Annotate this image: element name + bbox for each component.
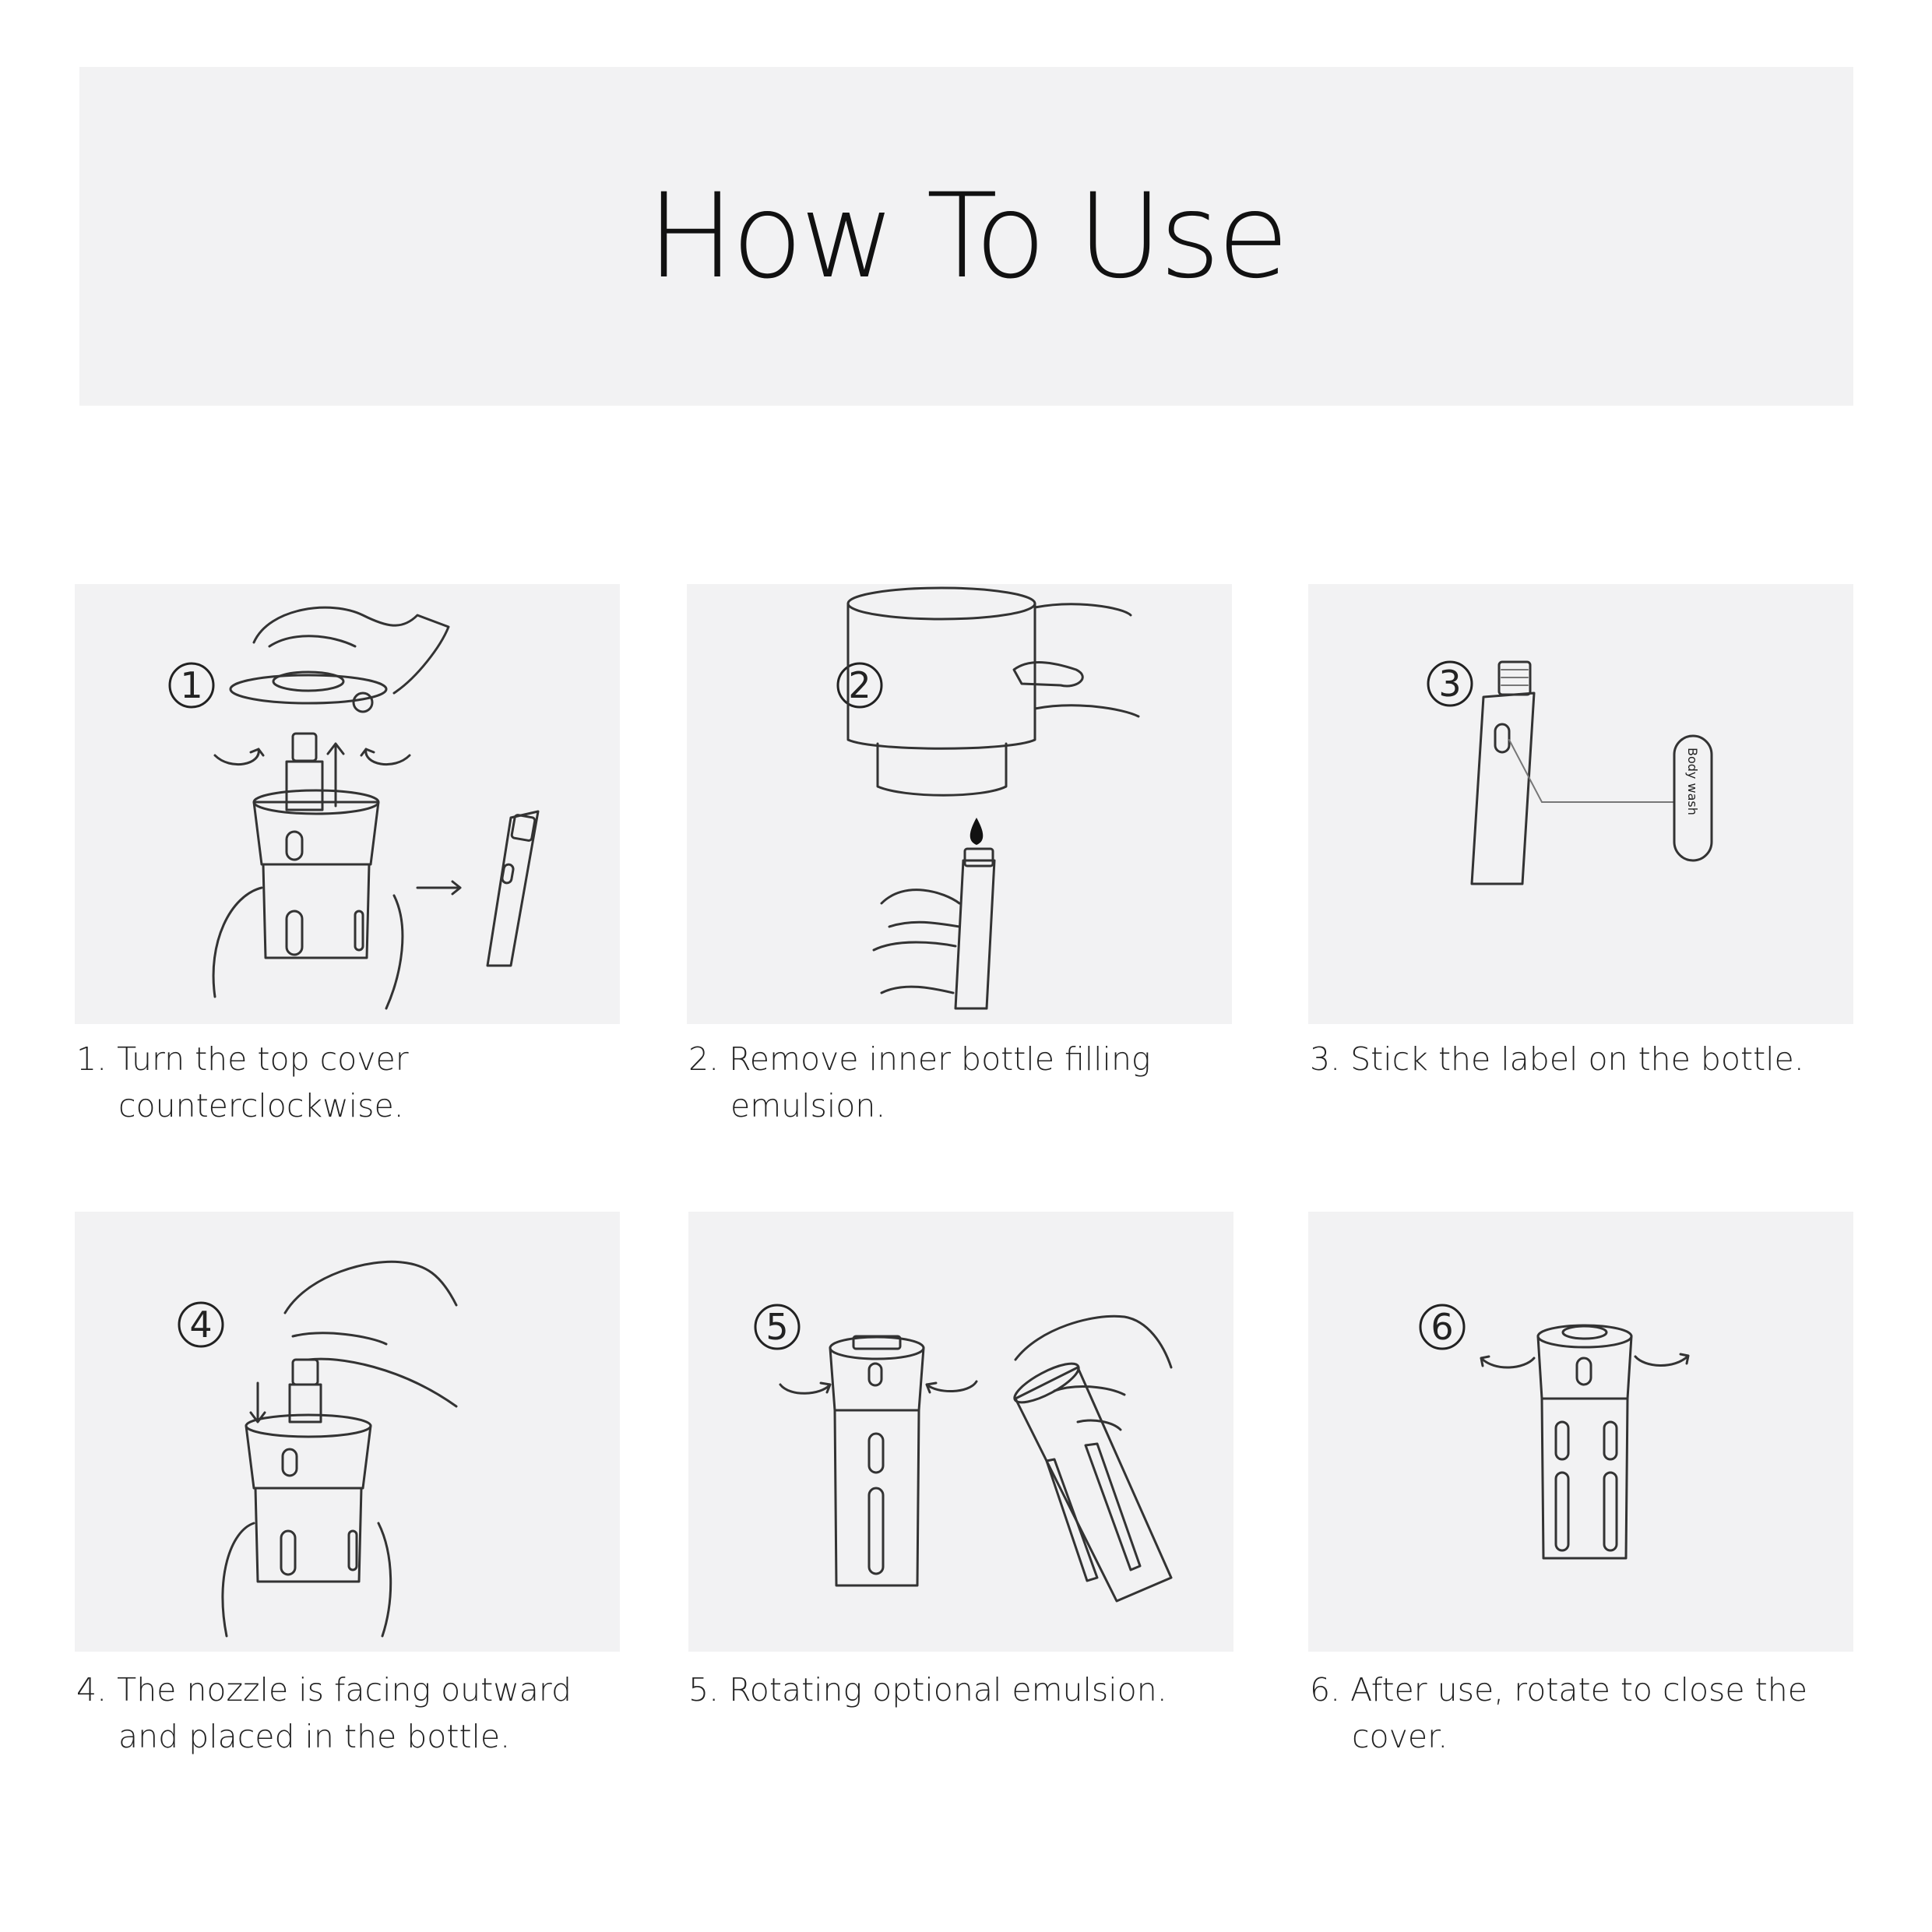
step-4-caption <box>76 1666 637 1760</box>
step-4-illustration <box>75 1212 620 1652</box>
step-number: 2 <box>848 664 871 706</box>
label-text: Body wash <box>1685 748 1700 815</box>
step-2-caption <box>688 1036 1249 1129</box>
caption-line-2: emulsion. <box>730 1087 886 1124</box>
step-1-illustration <box>75 584 620 1024</box>
step-3-illustration <box>1308 584 1853 1024</box>
step-5-caption <box>688 1666 1249 1713</box>
step-number: 4 <box>189 1304 213 1346</box>
caption-line-1: 1. Turn the top cover <box>76 1040 409 1078</box>
caption-line-1: 5. Rotating optional emulsion. <box>688 1671 1167 1709</box>
step-number: 6 <box>1431 1306 1454 1348</box>
caption-line-2: cover. <box>1352 1718 1448 1755</box>
page-title: How To Use <box>646 168 1286 304</box>
step-number: 3 <box>1438 663 1462 705</box>
caption-line-1: 2. Remove inner bottle filling <box>688 1040 1151 1078</box>
step-6-caption <box>1310 1666 1870 1760</box>
step-1-caption <box>76 1036 637 1129</box>
step-number: 5 <box>765 1306 789 1348</box>
caption-line-2: and placed in the bottle. <box>118 1718 511 1755</box>
caption-line-1: 6. After use, rotate to close the <box>1310 1671 1807 1709</box>
step-6-illustration <box>1308 1212 1853 1652</box>
step-3-caption <box>1310 1036 1870 1082</box>
step-number: 1 <box>180 664 203 706</box>
caption-line-1: 3. Stick the label on the bottle. <box>1310 1040 1804 1078</box>
step-5-illustration <box>688 1212 1233 1652</box>
caption-line-2: counterclockwise. <box>118 1087 404 1124</box>
step-2-illustration <box>687 584 1232 1024</box>
caption-line-1: 4. The nozzle is facing outward <box>76 1671 572 1709</box>
title-banner <box>79 67 1853 406</box>
